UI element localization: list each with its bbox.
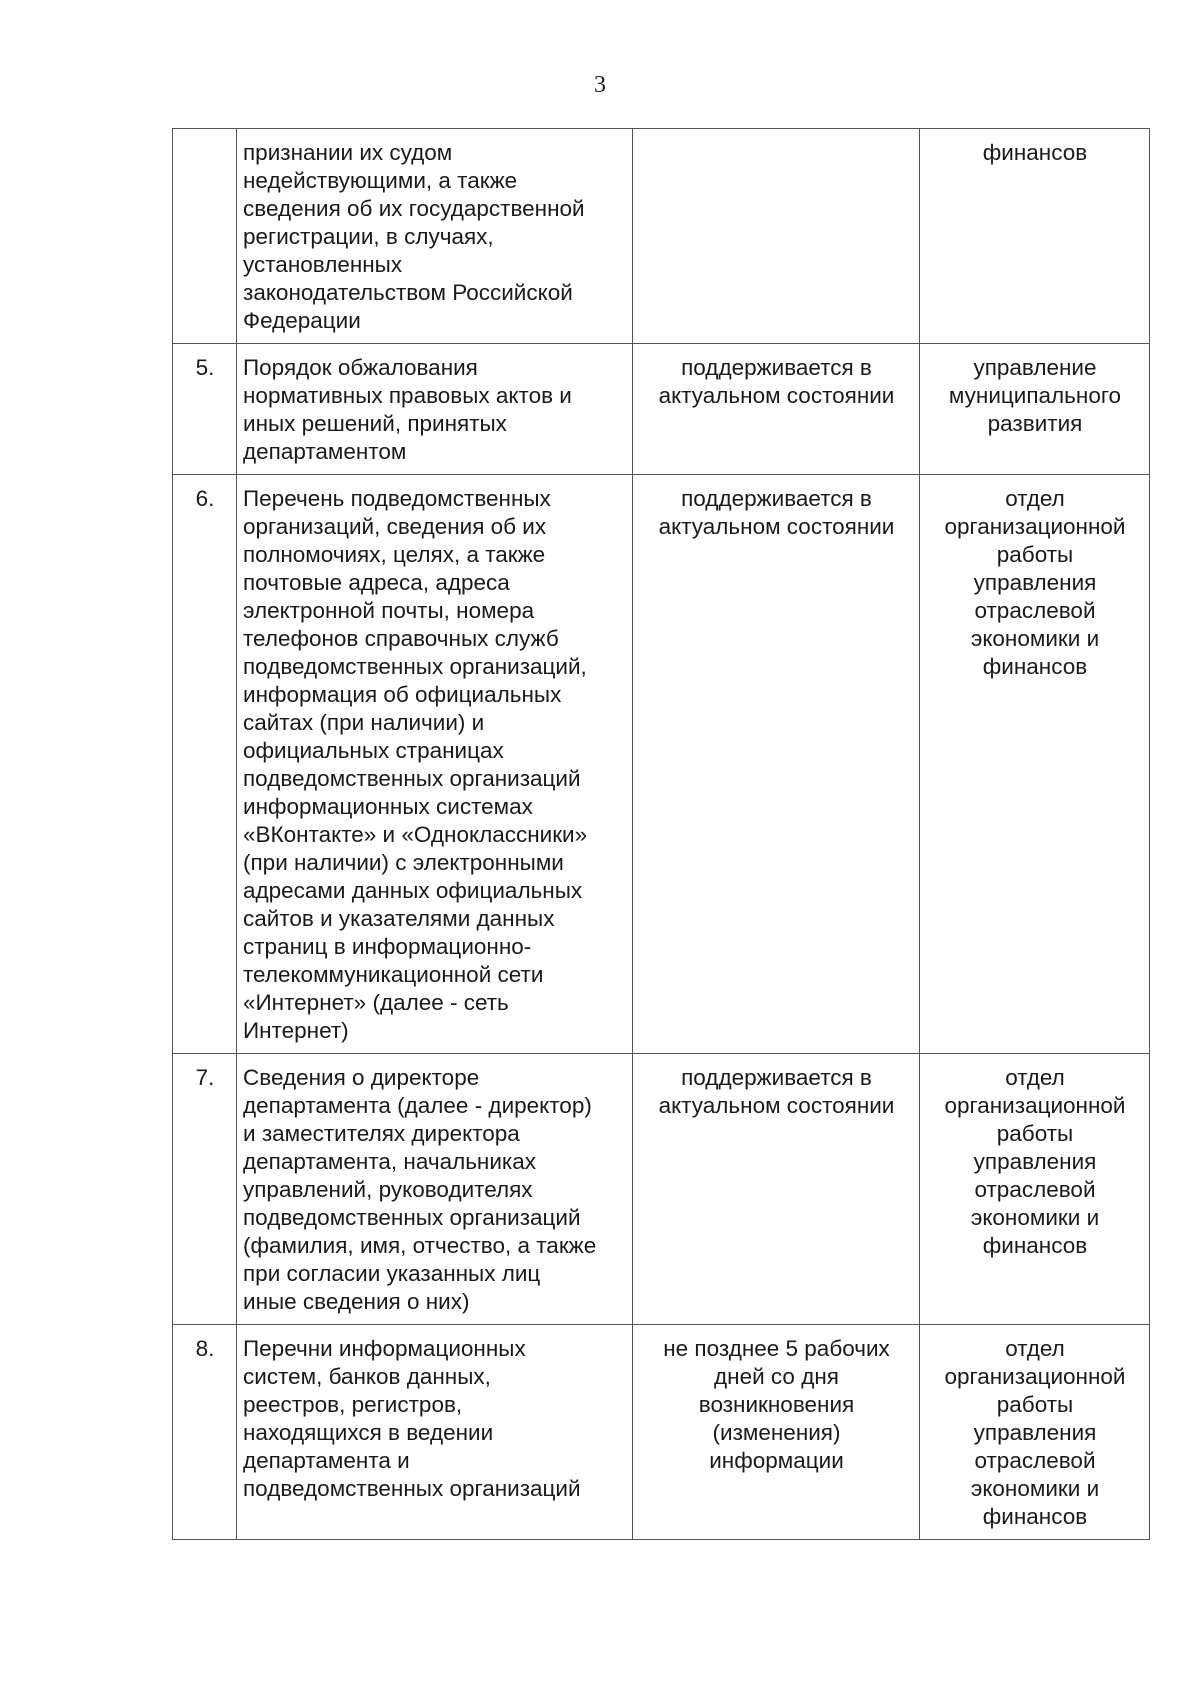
responsible-cell: финансов <box>920 129 1150 344</box>
responsible-cell: отдел организационной работы управления отраслевой экономики и финансов <box>920 475 1150 1054</box>
term-cell: не позднее 5 рабочих дней со дня возникновения (изменения) информации <box>633 1325 920 1540</box>
description-cell: Порядок обжалования нормативных правовых актов и иных решений, принятых департаментом <box>237 344 633 475</box>
description-cell: Перечень подведомственных организаций, сведения об их полномочиях, целях, а также почтовые адреса, адреса электронной почты, номера телефонов справочных служб подведомственных организаций, информация об официальных сайтах (при наличии) и официальных страницах подведомственных организаций информационных системах «ВКонтакте» и «Одноклассники» (при наличии) с электронными адресами данных официальных сайтов и указателями данных страниц в информационно- телекоммуникационной сети «Интернет» (далее - сеть Интернет) <box>237 475 633 1054</box>
term-cell <box>633 129 920 344</box>
row-number-cell: 6. <box>173 475 237 1054</box>
description-cell: Сведения о директоре департамента (далее - директор) и заместителях директора департамента, начальниках управлений, руководителях подведомственных организаций (фамилия, имя, отчество, а также при согласии указанных лиц иные сведения о них) <box>237 1054 633 1325</box>
description-cell: признании их судом недействующими, а также сведения об их государственной регистрации, в случаях, установленных законодательством Российской Федерации <box>237 129 633 344</box>
responsible-cell: управление муниципального развития <box>920 344 1150 475</box>
responsible-cell: отдел организационной работы управления отраслевой экономики и финансов <box>920 1054 1150 1325</box>
page-number: 3 <box>594 72 606 98</box>
term-cell: поддерживается в актуальном состоянии <box>633 1054 920 1325</box>
information-table <box>172 128 1150 1540</box>
table-row <box>173 475 1150 1054</box>
table-row <box>173 1054 1150 1325</box>
row-number-cell: 5. <box>173 344 237 475</box>
responsible-cell: отдел организационной работы управления отраслевой экономики и финансов <box>920 1325 1150 1540</box>
row-number-cell <box>173 129 237 344</box>
term-cell: поддерживается в актуальном состоянии <box>633 344 920 475</box>
table-row <box>173 344 1150 475</box>
table-row <box>173 1325 1150 1540</box>
row-number-cell: 8. <box>173 1325 237 1540</box>
term-cell: поддерживается в актуальном состоянии <box>633 475 920 1054</box>
table-row <box>173 129 1150 344</box>
row-number-cell: 7. <box>173 1054 237 1325</box>
description-cell: Перечни информационных систем, банков данных, реестров, регистров, находящихся в ведении департамента и подведомственных организаций <box>237 1325 633 1540</box>
